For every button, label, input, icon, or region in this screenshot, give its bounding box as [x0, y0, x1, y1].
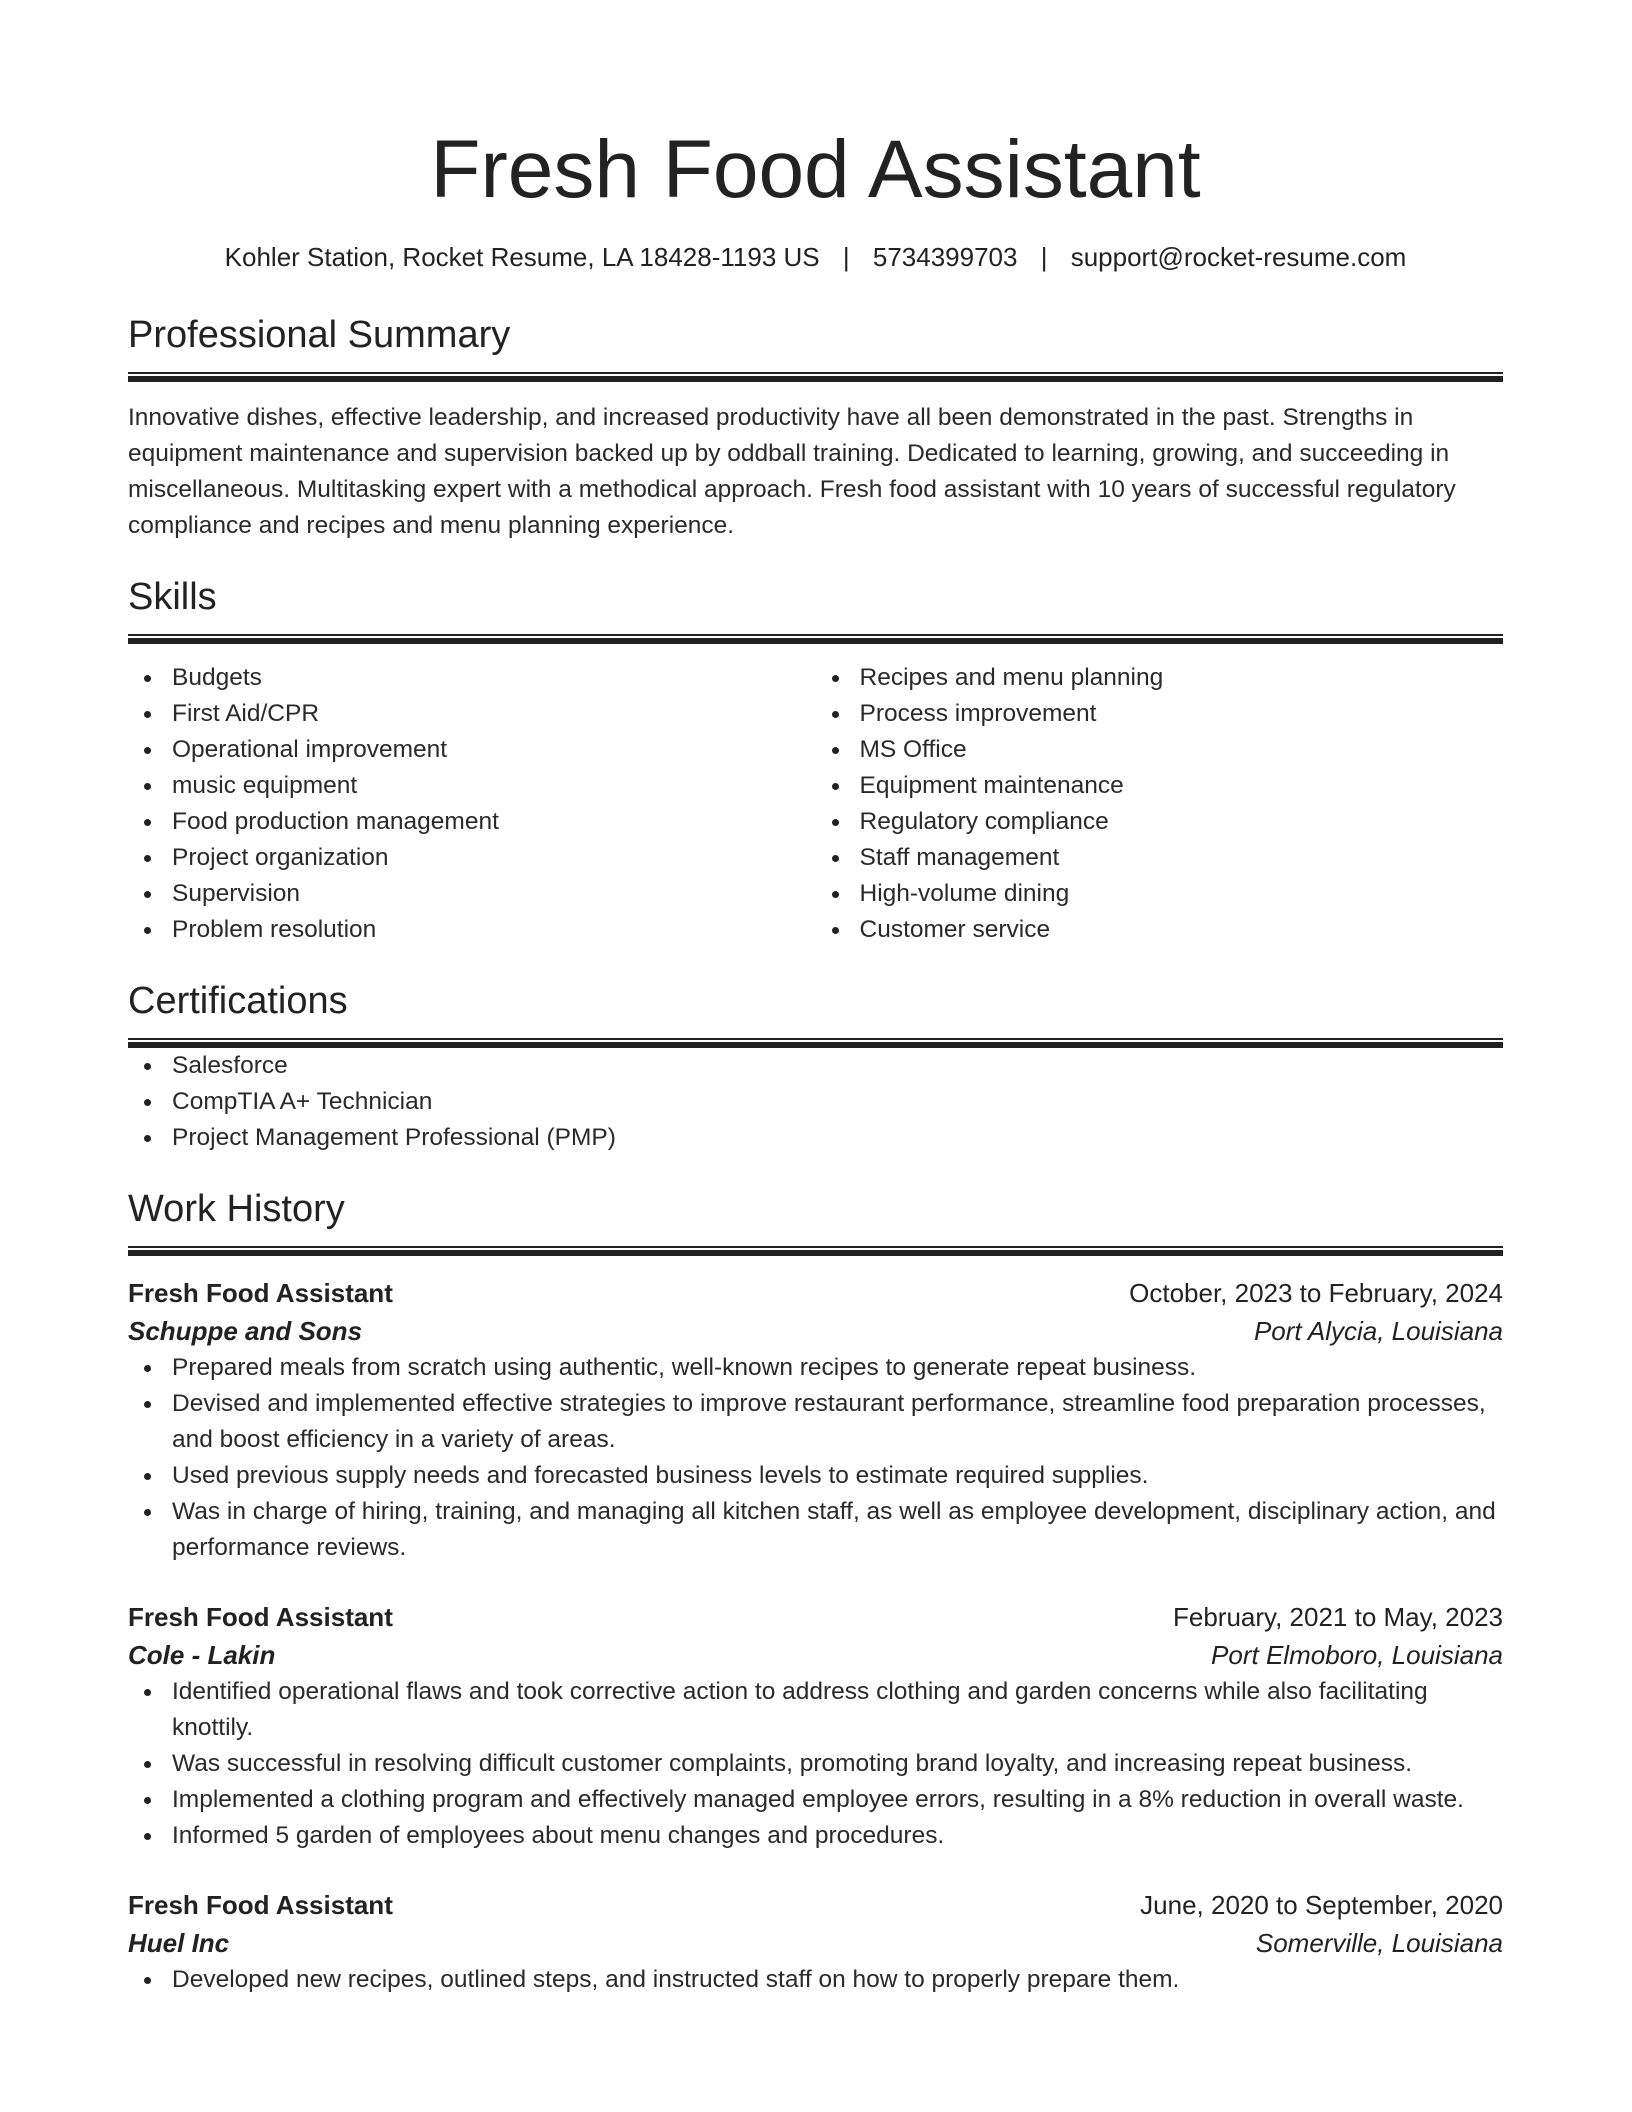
job-title: Fresh Food Assistant — [128, 1890, 393, 1920]
job-header-row — [128, 1274, 1503, 1312]
job-bullets — [128, 1674, 1503, 1854]
job-bullet: Informed 5 garden of employees about menu changes and procedures. — [128, 1818, 1503, 1854]
certification-item: Salesforce — [128, 1048, 1503, 1084]
job-bullet: Identified operational flaws and took corrective action to address clothing and garden concerns while also facilitating knottily. — [128, 1674, 1503, 1746]
job-company: Cole - Lakin — [128, 1640, 276, 1670]
contact-address: Kohler Station, Rocket Resume, LA 18428-1193 US — [224, 242, 820, 272]
job-company-row — [128, 1636, 1503, 1674]
skill-item: Regulatory compliance — [816, 804, 1504, 840]
job-bullet: Implemented a clothing program and effectively managed employee errors, resulting in a 8% reduction in overall waste. — [128, 1782, 1503, 1818]
section-title-work-history: Work History — [128, 1188, 345, 1230]
resume-name: Fresh Food Assistant — [430, 124, 1201, 215]
job-dates: October, 2023 to February, 2024 — [1129, 1278, 1503, 1308]
job-bullets — [128, 1350, 1503, 1566]
skill-item: Customer service — [816, 912, 1504, 948]
certification-item: CompTIA A+ Technician — [128, 1084, 1503, 1120]
certifications-list — [128, 1048, 1503, 1156]
job-company: Huel Inc — [128, 1928, 230, 1958]
job-title: Fresh Food Assistant — [128, 1602, 393, 1632]
job-entry — [128, 1886, 1503, 1998]
summary-section — [128, 312, 1503, 544]
section-title-certifications: Certifications — [128, 980, 348, 1022]
skill-item: High-volume dining — [816, 876, 1504, 912]
section-title-summary: Professional Summary — [128, 314, 511, 356]
job-location: Port Alycia, Louisiana — [1253, 1316, 1503, 1346]
skill-item: Staff management — [816, 840, 1504, 876]
skill-item: Food production management — [128, 804, 816, 840]
job-entry — [128, 1598, 1503, 1854]
job-bullet: Used previous supply needs and forecasted business levels to estimate required supplies. — [128, 1458, 1503, 1494]
skills-grid — [128, 660, 1503, 948]
job-title: Fresh Food Assistant — [128, 1278, 393, 1308]
skill-item: Process improvement — [816, 696, 1504, 732]
summary-text: Innovative dishes, effective leadership, and increased productivity have all been demonstrated in the past. Strengths in equipment maintenance and supervision backed up by oddball training. Dedicated to learning, growing, and succeeding in miscellaneous. Multitasking expert with a methodical approach. Fresh food assistant with 10 years of successful regulatory compliance and recipes and menu planning experience. — [128, 404, 1456, 539]
job-bullet: Prepared meals from scratch using authentic, well-known recipes to generate repeat business. — [128, 1350, 1503, 1386]
job-header-row — [128, 1886, 1503, 1924]
job-bullet: Was successful in resolving difficult customer complaints, promoting brand loyalty, and increasing repeat business. — [128, 1746, 1503, 1782]
contact-separator: | — [842, 242, 850, 272]
section-divider — [128, 1246, 1503, 1256]
job-dates: February, 2021 to May, 2023 — [1172, 1602, 1503, 1632]
contact-email: support@rocket-resume.com — [1070, 242, 1407, 272]
job-company-row — [128, 1312, 1503, 1350]
section-divider — [128, 634, 1503, 644]
job-entry — [128, 1274, 1503, 1566]
job-company: Schuppe and Sons — [128, 1316, 363, 1346]
job-bullet: Devised and implemented effective strategies to improve restaurant performance, streamline food preparation processes, and boost efficiency in a variety of areas. — [128, 1386, 1503, 1458]
skill-item: First Aid/CPR — [128, 696, 816, 732]
certifications-section — [128, 978, 1503, 1156]
contact-phone: 5734399703 — [872, 242, 1018, 272]
skills-list-right — [816, 660, 1504, 948]
skill-item: Operational improvement — [128, 732, 816, 768]
contact-separator: | — [1040, 242, 1048, 272]
skill-item: music equipment — [128, 768, 816, 804]
job-dates: June, 2020 to September, 2020 — [1140, 1890, 1503, 1920]
skill-item: Recipes and menu planning — [816, 660, 1504, 696]
skill-item: MS Office — [816, 732, 1504, 768]
skills-list-left — [128, 660, 816, 948]
section-title-skills: Skills — [128, 576, 217, 618]
job-location: Port Elmoboro, Louisiana — [1211, 1640, 1503, 1670]
job-bullet: Developed new recipes, outlined steps, and instructed staff on how to properly prepare them. — [128, 1962, 1503, 1998]
section-divider — [128, 1038, 1503, 1048]
skill-item: Supervision — [128, 876, 816, 912]
job-company-row — [128, 1924, 1503, 1962]
skill-item: Budgets — [128, 660, 816, 696]
job-bullet: Was in charge of hiring, training, and managing all kitchen staff, as well as employee development, disciplinary action, and performance reviews. — [128, 1494, 1503, 1566]
work-history-section — [128, 1186, 1503, 1998]
job-bullets — [128, 1962, 1503, 1998]
skill-item: Equipment maintenance — [816, 768, 1504, 804]
job-location: Somerville, Louisiana — [1255, 1928, 1503, 1958]
skill-item: Problem resolution — [128, 912, 816, 948]
section-divider — [128, 372, 1503, 382]
contact-line — [128, 240, 1503, 274]
job-header-row — [128, 1598, 1503, 1636]
certification-item: Project Management Professional (PMP) — [128, 1120, 1503, 1156]
skill-item: Project organization — [128, 840, 816, 876]
skills-section — [128, 574, 1503, 948]
